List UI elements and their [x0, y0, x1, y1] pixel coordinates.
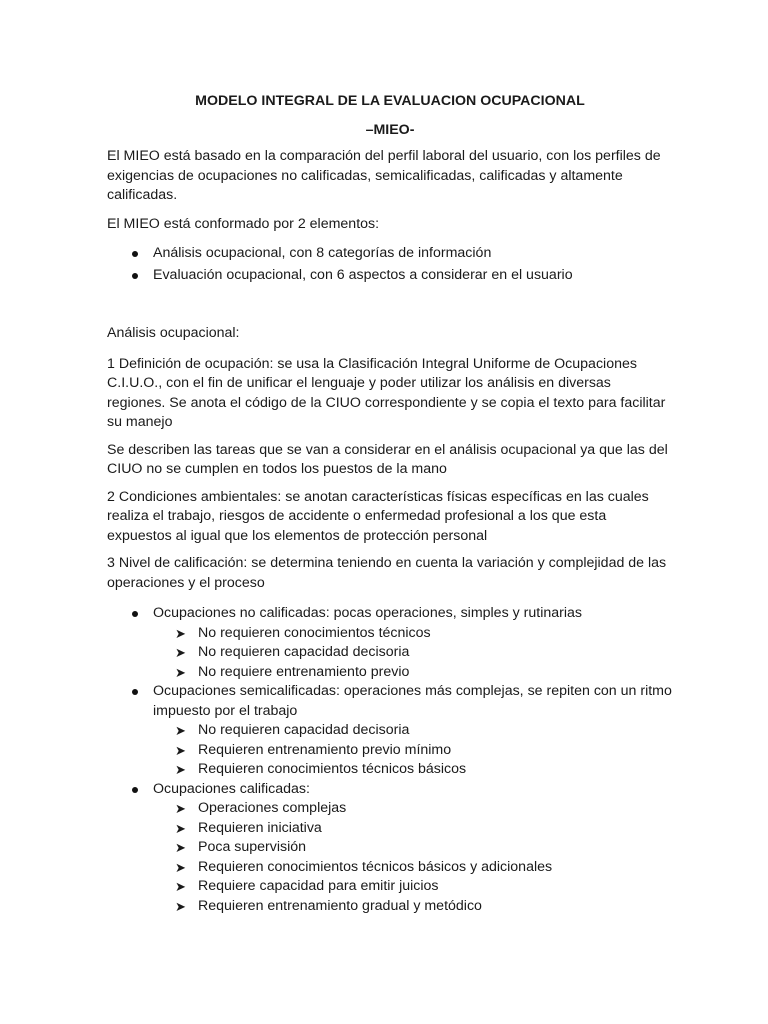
list-item: [107, 780, 673, 917]
sub-list-item: ➤ No requiere entrenamiento previo: [153, 663, 673, 683]
sub-list: [153, 624, 673, 683]
bullet-dot-icon: [132, 611, 138, 617]
list-item-text: Ocupaciones no calificadas: pocas operaciones, simples y rutinarias: [153, 605, 582, 621]
sub-list: [153, 799, 673, 916]
elements-intro-paragraph: El MIEO está conformado por 2 elementos:: [107, 215, 380, 232]
document-title: MODELO INTEGRAL DE LA EVALUACION OCUPACIONAL: [195, 93, 585, 109]
document-subtitle: –MIEO-: [365, 122, 415, 138]
sub-list-item: ➤ Requieren entrenamiento previo mínimo: [153, 741, 673, 761]
intro-paragraph: El MIEO está basado en la comparación del perfil laboral del usuario, con los perfiles de exigencias de ocupaciones no calificadas, semicalificadas, calificadas y altamente calificadas.: [107, 148, 661, 203]
document-page: [107, 91, 673, 916]
list-item-text: Ocupaciones calificadas:: [153, 780, 310, 797]
bullet-dot-icon: [132, 251, 138, 257]
list-item: [107, 682, 673, 780]
item1-extra-paragraph: Se describen las tareas que se van a considerar en el análisis ocupacional ya que las del CIUO no se cumplen en todos los puestos de la mano: [107, 441, 668, 477]
arrow-right-icon: ➤: [175, 879, 186, 894]
bullet-dot-icon: [132, 689, 138, 695]
arrow-right-icon: ➤: [175, 664, 186, 680]
item2-paragraph: 2 Condiciones ambientales: se anotan características físicas específicas en las cuales realiza el trabajo, riesgos de accidente o enfermedad profesional a los que esta expuestos al igual que los elementos de protección personal: [107, 488, 649, 544]
arrow-right-icon: ➤: [175, 898, 186, 914]
sub-list-item: ➤ Requieren conocimientos técnicos básicos: [153, 760, 673, 780]
sub-list-item: ➤ Requieren iniciativa: [153, 819, 673, 839]
arrow-right-icon: ➤: [175, 859, 186, 875]
bullet-dot-icon: [132, 787, 138, 793]
sub-list-item: ➤ Poca supervisión: [153, 838, 673, 858]
list-item-text: Evaluación ocupacional, con 6 aspectos a considerar en el usuario: [153, 266, 573, 283]
arrow-right-icon: ➤: [175, 625, 186, 641]
arrow-right-icon: ➤: [175, 762, 186, 777]
bullet-dot-icon: [132, 273, 138, 279]
list-item-text: Análisis ocupacional, con 8 categorías de información: [153, 245, 492, 261]
list-item-text: Ocupaciones semicalificadas: operaciones más complejas, se repiten con un ritmo impuesto por el trabajo: [153, 683, 672, 719]
sub-list-item: ➤ Operaciones complejas: [153, 799, 673, 819]
arrow-right-icon: ➤: [175, 742, 186, 758]
section-heading: Análisis ocupacional:: [107, 325, 240, 341]
sub-list-item: ➤ Requiere capacidad para emitir juicios: [153, 877, 673, 897]
list-item: [107, 266, 673, 286]
arrow-right-icon: ➤: [175, 645, 186, 660]
arrow-right-icon: ➤: [175, 820, 186, 836]
list-item: [107, 244, 673, 264]
elements-list: [107, 244, 673, 285]
sub-list-item: ➤ No requieren capacidad decisoria: [153, 643, 673, 663]
sub-list-item: ➤ No requieren conocimientos técnicos: [153, 624, 673, 644]
sub-list-item: ➤ Requieren conocimientos técnicos básicos y adicionales: [153, 858, 673, 878]
sub-list-item: ➤ Requieren entrenamiento gradual y metódico: [153, 897, 673, 917]
arrow-right-icon: ➤: [175, 801, 186, 816]
arrow-right-icon: ➤: [175, 840, 186, 855]
list-item: [107, 604, 673, 682]
item1-paragraph: 1 Definición de ocupación: se usa la Clasificación Integral Uniforme de Ocupaciones C.I.U.O., con el fin de unificar el lenguaje y poder utilizar los análisis en diversas regiones. Se anota el código de la CIUO correspondiente y se copia el texto para facilitar su manejo: [107, 355, 666, 430]
sub-list-item: ➤ No requieren capacidad decisoria: [153, 721, 673, 741]
item3-paragraph: 3 Nivel de calificación: se determina teniendo en cuenta la variación y complejidad de las operaciones y el proceso: [107, 555, 667, 591]
sub-list: [153, 721, 673, 780]
arrow-right-icon: ➤: [175, 723, 186, 738]
levels-list: [107, 604, 673, 916]
